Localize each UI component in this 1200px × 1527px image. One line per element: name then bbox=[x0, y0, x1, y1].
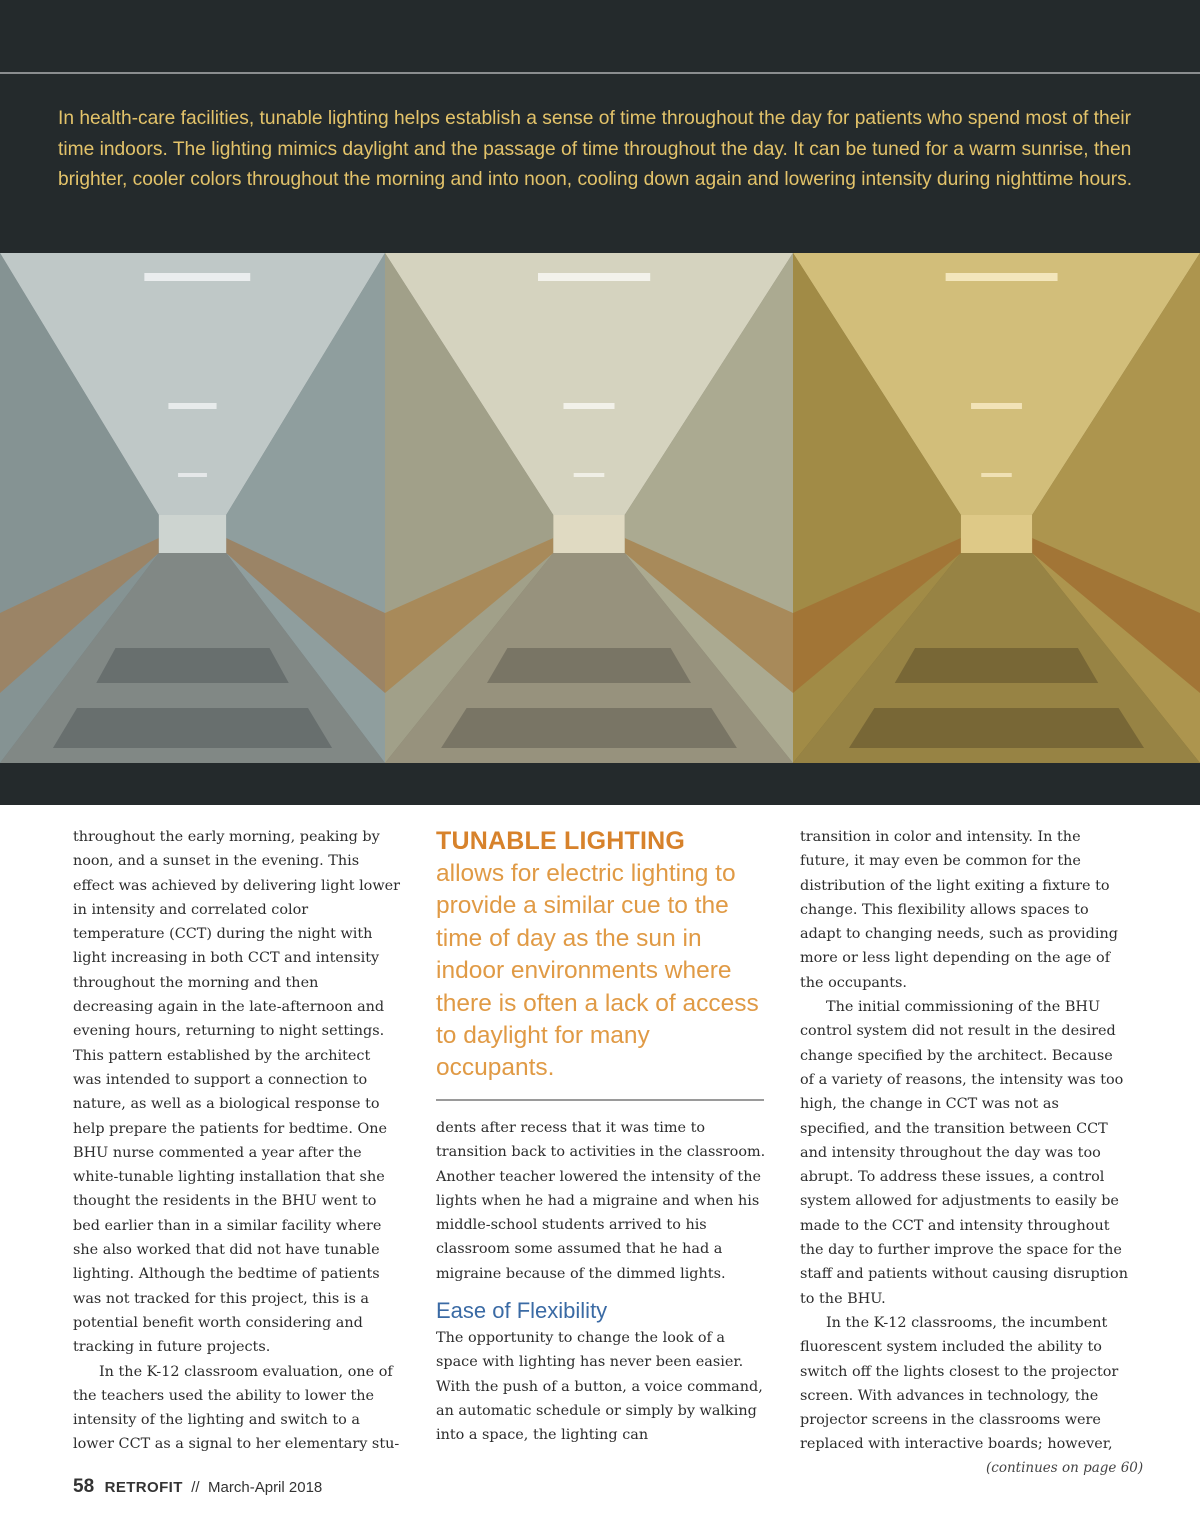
pull-quote-heading: TUNABLE LIGHTING bbox=[436, 827, 686, 855]
body-paragraph: The initial commissioning of the BHU control system did not result in the desired change specified by the architect. Because of a variety of reasons, the intensity was too high, the change in CCT was not as specified, and the transition between CCT and intensity throughout the day was too abrupt. To address these issues, a control system allowed for adjustments to easily be made to the CCT and intensity throughout the day to further improve the space for the staff and patients without causing disruption to the BHU. bbox=[800, 999, 1128, 1307]
body-paragraph: In the K-12 classroom evaluation, one of the teachers used the ability to lower the intensity of the lighting and switch to a lower CCT as a signal to her elementary stu- bbox=[73, 1363, 400, 1453]
magazine-name: RETROFIT bbox=[104, 1479, 183, 1496]
body-paragraph: dents after recess that it was time to transition back to activities in the classroom. Another teacher lowered the intensity of the lights when he had a migraine and when his middle-school students arrived to his classroom some assumed that he had a migraine because of the dimmed lights. bbox=[436, 1120, 766, 1282]
body-paragraph: transition in color and intensity. In the future, it may even be common for the distribution of the light exiting a fixture to change. This flexibility allows spaces to adapt to changing needs, such as providing more or less light depending on the age of the occupants. bbox=[800, 829, 1118, 991]
text-column-2 bbox=[436, 1116, 766, 1448]
footer-separator: // bbox=[191, 1479, 200, 1496]
page-number: 58 bbox=[73, 1476, 95, 1497]
pull-quote-text: allows for electric lighting to provide a similar cue to the time of day as the sun in indoor environments where there is often a lack of access to daylight for many occupants. bbox=[436, 860, 759, 1082]
corridor-photo-neutral bbox=[385, 253, 793, 763]
photo-caption: In health-care facilities, tunable lighting helps establish a sense of time throughout the day for patients who spend most of their time indoors. The lighting mimics daylight and the passage of time throughout the day. It can be tuned for a warm sunrise, then brighter, cooler colors throughout the morning and into noon, cooling down again and lowering intensity during nighttime hours. bbox=[58, 108, 1133, 190]
issue-date: March-April 2018 bbox=[208, 1479, 323, 1496]
body-paragraph: The opportunity to change the look of a space with lighting has never been easier. With the push of a button, a voice command, an automatic schedule or simply by walking into a space, the lighting can bbox=[436, 1330, 763, 1444]
section-subhead: Ease of Flexibility bbox=[436, 1298, 608, 1324]
continues-note: (continues on page 60) bbox=[986, 1460, 1144, 1476]
pull-quote-rule bbox=[436, 1099, 764, 1101]
corridor-photo-cool bbox=[0, 253, 385, 763]
top-rule bbox=[0, 72, 1200, 74]
text-column-1 bbox=[73, 825, 403, 1457]
pull-quote bbox=[436, 826, 766, 1085]
corridor-photo-warm bbox=[793, 253, 1200, 763]
body-paragraph: In the K-12 classrooms, the incumbent fluorescent system included the ability to switch off the lights closest to the projector screen. With advances in technology, the projector screens in the classrooms were replaced with interactive boards; however, bbox=[800, 1314, 1119, 1453]
body-paragraph: throughout the early morning, peaking by noon, and a sunset in the evening. This effect was achieved by delivering light lower in intensity and correlated color temperature (CCT) during the night with light increasing in both CCT and intensity throughout the morning and then decreasing again in the late-afternoon and evening hours, returning to night settings. This pattern established by the architect was intended to support a connection to nature, as well as a biological response to help prepare the patients for bedtime. One BHU nurse commented a year after the white-tunable lighting installation that she thought the residents in the BHU went to bed earlier than in a similar facility where she also worked that did not have tunable lighting. Although the bedtime of patients was not tracked for this project, this is a potential benefit worth considering and tracking in future projects. bbox=[73, 829, 401, 1356]
text-column-3 bbox=[800, 825, 1130, 1457]
corridor-photo-strip bbox=[0, 253, 1200, 763]
page-footer bbox=[73, 1476, 322, 1498]
